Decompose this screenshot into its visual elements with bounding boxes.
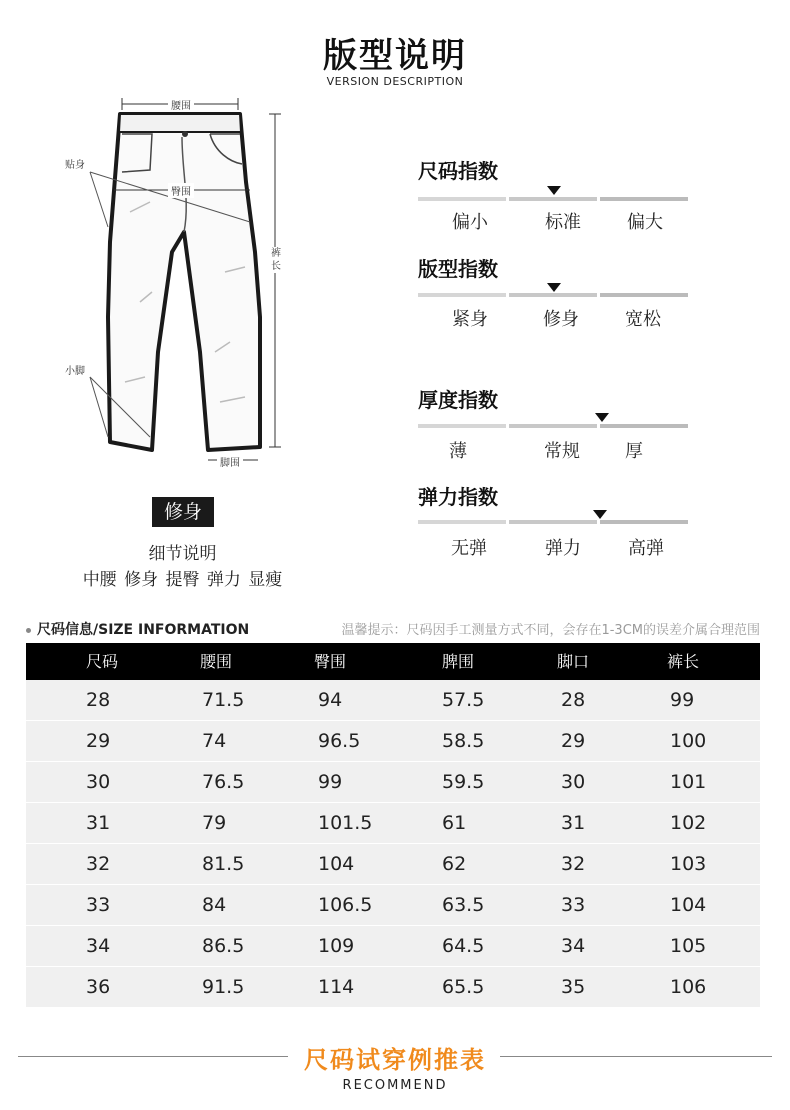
table-cell: 32 (561, 853, 586, 875)
detail-text: 中腰 修身 提臀 弹力 显瘦 (82, 570, 283, 590)
table-cell: 29 (561, 730, 586, 752)
size-info-heading-text: 尺码信息/SIZE INFORMATION (37, 622, 250, 638)
index-bar (418, 424, 688, 428)
table-row (26, 885, 760, 926)
table-cell: 58.5 (442, 730, 485, 752)
table-cell: 104 (318, 853, 355, 875)
column-header: 裤长 (667, 652, 700, 671)
pants-illustration (50, 92, 310, 482)
table-cell: 30 (561, 771, 586, 793)
length-label: 裤长 (271, 248, 281, 272)
column-header: 臀围 (314, 652, 347, 671)
index-option: 紧身 (452, 309, 488, 330)
column-header: 尺码 (86, 652, 119, 671)
table-body (26, 680, 760, 1008)
index-option: 修身 (543, 309, 579, 330)
table-cell: 76.5 (202, 771, 245, 793)
table-row (26, 803, 760, 844)
table-cell: 34 (561, 935, 586, 957)
pants-diagram (50, 92, 310, 482)
table-row (26, 680, 760, 721)
index-option: 宽松 (625, 309, 661, 330)
fit-badge: 修身 (152, 497, 214, 527)
table-cell: 106.5 (318, 894, 373, 916)
index-marker (593, 510, 607, 519)
waist-label: 腰围 (168, 97, 194, 112)
hip-label: 臀围 (168, 183, 194, 198)
table-cell: 61 (442, 812, 467, 834)
table-cell: 28 (86, 689, 111, 711)
index-bar (418, 197, 688, 201)
index-option: 厚 (625, 441, 643, 462)
table-cell: 99 (318, 771, 343, 793)
table-cell: 31 (561, 812, 586, 834)
fitted-label: 贴身 (65, 160, 85, 171)
table-cell: 100 (670, 730, 707, 752)
index-marker (547, 283, 561, 292)
table-cell: 64.5 (442, 935, 485, 957)
bullet-icon (26, 628, 31, 633)
table-row (26, 967, 760, 1008)
table-cell: 65.5 (442, 976, 485, 998)
hem-label: 小脚 (65, 366, 85, 377)
table-cell: 33 (561, 894, 586, 916)
index-option: 无弹 (451, 538, 487, 559)
table-cell: 30 (86, 771, 111, 793)
table-cell: 109 (318, 935, 355, 957)
table-row (26, 762, 760, 803)
table-cell: 71.5 (202, 689, 245, 711)
leg-opening-label: 脚围 (217, 454, 243, 469)
table-cell: 101.5 (318, 812, 373, 834)
index-title: 尺码指数 (418, 159, 498, 183)
size-info-heading (26, 619, 249, 639)
index-marker (547, 186, 561, 195)
table-cell: 103 (670, 853, 707, 875)
table-cell: 102 (670, 812, 707, 834)
index-option: 常规 (544, 441, 580, 462)
table-cell: 74 (202, 730, 227, 752)
page-title: 版型说明 (323, 36, 467, 76)
column-header: 脚口 (557, 652, 590, 671)
table-cell: 35 (561, 976, 586, 998)
index-option: 偏小 (452, 212, 488, 233)
table-cell: 114 (318, 976, 355, 998)
index-title: 弹力指数 (418, 485, 498, 509)
size-note: 温馨提示：尺码因手工测量方式不同，会存在1-3CM的误差介属合理范围 (341, 623, 760, 638)
table-cell: 62 (442, 853, 467, 875)
recommend-title: 尺码试穿例推表 (304, 1046, 486, 1074)
table-cell: 59.5 (442, 771, 485, 793)
table-cell: 79 (202, 812, 227, 834)
index-bar (418, 520, 688, 524)
table-row (26, 721, 760, 762)
table-cell: 32 (86, 853, 111, 875)
table-cell: 86.5 (202, 935, 245, 957)
table-cell: 106 (670, 976, 707, 998)
table-cell: 57.5 (442, 689, 485, 711)
table-cell: 94 (318, 689, 343, 711)
table-cell: 96.5 (318, 730, 361, 752)
table-cell: 36 (86, 976, 111, 998)
size-table (26, 643, 760, 1008)
column-header: 腰围 (200, 652, 233, 671)
table-cell: 99 (670, 689, 695, 711)
index-option: 高弹 (628, 538, 664, 559)
table-cell: 84 (202, 894, 227, 916)
table-cell: 101 (670, 771, 707, 793)
table-row (26, 926, 760, 967)
recommend-subtitle: RECOMMEND (342, 1078, 448, 1093)
table-row (26, 844, 760, 885)
index-option: 弹力 (545, 538, 581, 559)
index-title: 版型指数 (418, 257, 498, 281)
table-cell: 29 (86, 730, 111, 752)
table-cell: 104 (670, 894, 707, 916)
table-cell: 34 (86, 935, 111, 957)
table-header (26, 643, 760, 680)
column-header: 脾围 (442, 652, 475, 671)
table-cell: 28 (561, 689, 586, 711)
index-marker (595, 413, 609, 422)
table-cell: 105 (670, 935, 707, 957)
index-option: 薄 (449, 441, 467, 462)
table-cell: 81.5 (202, 853, 245, 875)
table-cell: 33 (86, 894, 111, 916)
table-cell: 91.5 (202, 976, 245, 998)
index-title: 厚度指数 (418, 388, 498, 412)
table-cell: 63.5 (442, 894, 485, 916)
index-bar (418, 293, 688, 297)
table-cell: 31 (86, 812, 111, 834)
detail-title: 细节说明 (148, 544, 217, 564)
index-option: 偏大 (627, 212, 663, 233)
index-option: 标准 (545, 212, 581, 233)
page-subtitle: VERSION DESCRIPTION (326, 75, 464, 88)
